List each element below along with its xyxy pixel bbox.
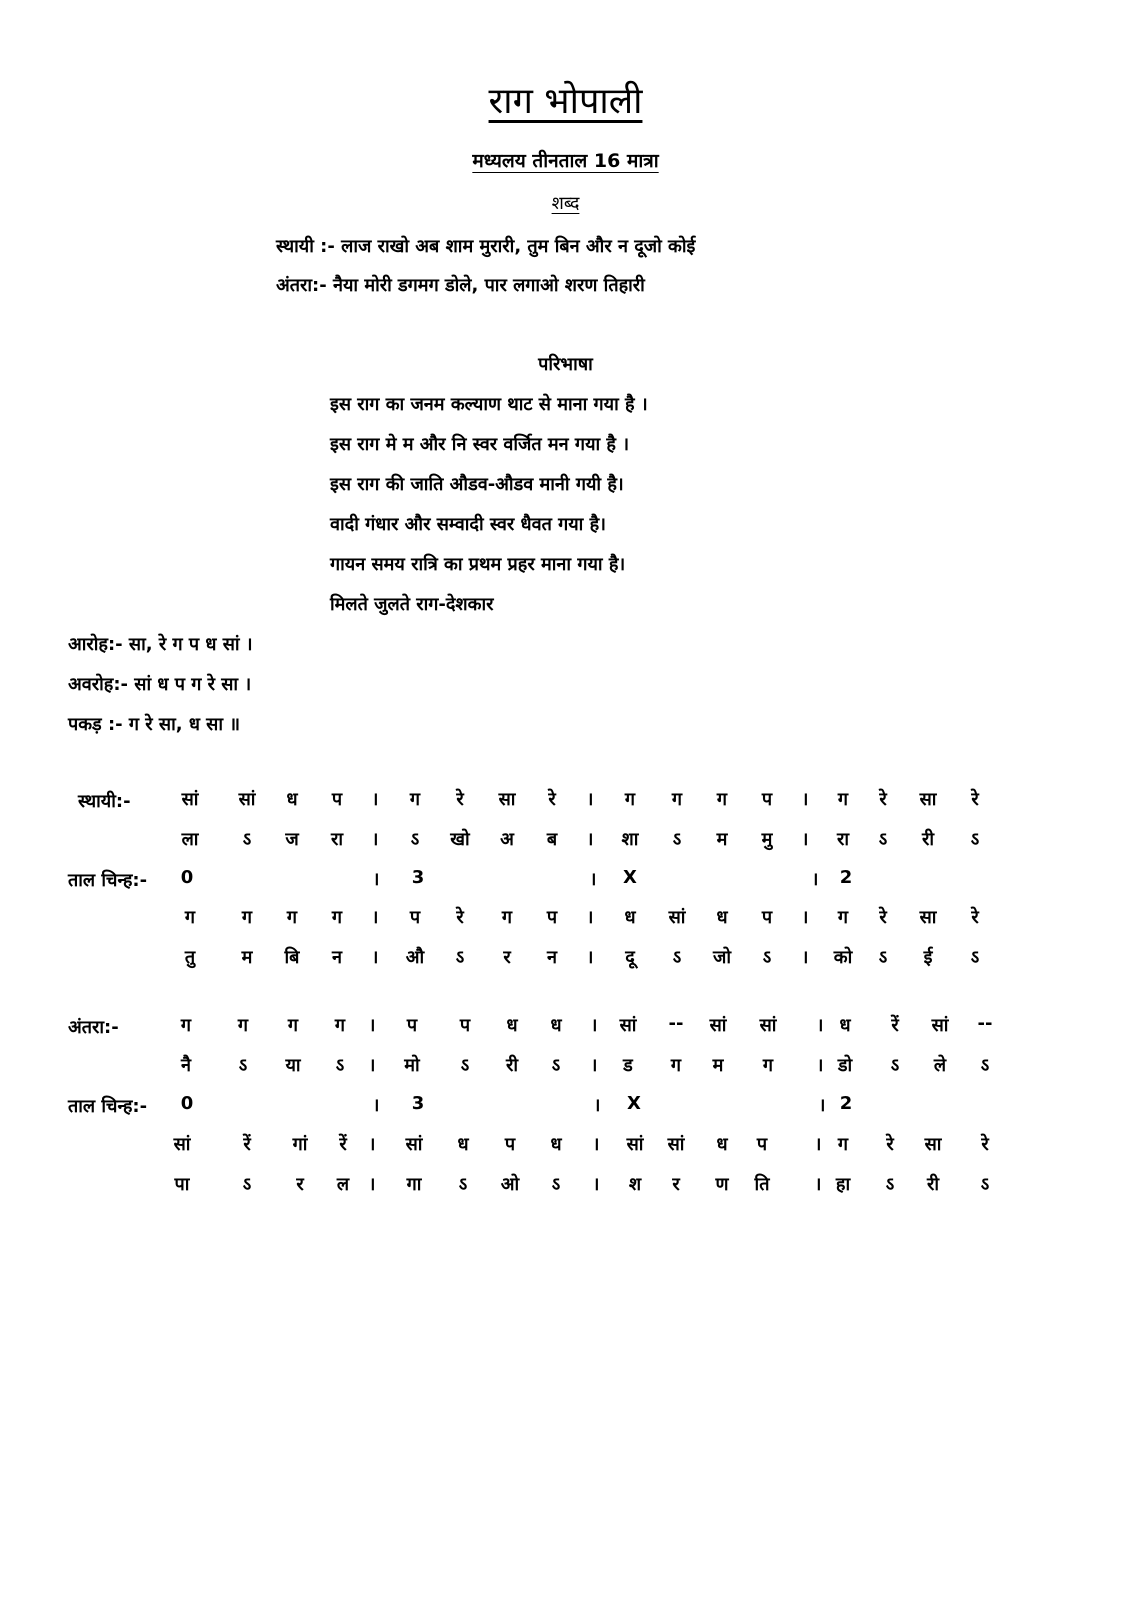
notation-cell: रे [548,789,556,810]
notation-cell: ऽ [890,1055,900,1076]
notation-cell: ग [624,789,636,810]
vibhag-divider: । [593,1095,601,1116]
notation-cell: सां [405,1134,423,1155]
notation-cell: को [833,947,853,968]
notation-cell: ज [285,829,299,850]
notation-row-sthayi-taal [0,867,1131,895]
notation-cell: ति [754,1174,770,1195]
page-title: राग भोपाली [488,81,643,122]
notation-row-sthayi-bol-1 [0,827,1131,855]
notation-cell: ऽ [885,1174,895,1195]
notation-cell: ग [287,1015,299,1036]
definition-line: मिलते जुलते राग-देशकार [330,594,494,615]
notation-cell: पा [174,1174,190,1195]
notation-cell: ध [716,907,728,928]
vibhag-divider: । [818,1095,826,1116]
notation-cell: ऽ [672,947,682,968]
notation-row-sthayi-swar-2 [0,905,1131,933]
notation-cell: ऽ [551,1174,561,1195]
notation-cell: रे [981,1134,989,1155]
notation-cell: ध [716,1134,728,1155]
notation-cell: ऽ [238,1055,248,1076]
notation-cell: ऽ [242,1174,252,1195]
notation-cell: ऽ [970,947,980,968]
notation-cell: मो [404,1055,420,1076]
notation-cell: ग [409,789,421,810]
notation-cell: प [406,1015,418,1036]
notation-cell: ग [837,1134,849,1155]
notation-cell: हा [835,1174,851,1195]
notation-cell: ग [241,907,253,928]
notation-cell: सां [759,1015,777,1036]
notation-cell: बि [284,947,300,968]
notation-cell: ध [624,907,636,928]
vibhag-divider: । [590,1015,598,1036]
vibhag-divider: । [586,907,594,928]
notation-cell: ऽ [980,1174,990,1195]
notation-cell: खो [450,829,470,850]
vibhag-divider: । [372,869,380,890]
notation-cell: सा [498,789,516,810]
shabd-heading: शब्द [551,193,580,214]
notation-cell: न [332,947,342,968]
notation-cell: ले [933,1055,947,1076]
notation-cell: ऽ [878,829,888,850]
notation-sthayi-label: स्थायी:- [78,791,131,812]
notation-cell: ऽ [458,1174,468,1195]
aroh: आरोह:- सा, रे ग प ध सां । [68,634,253,655]
notation-cell: औ [405,947,425,968]
vibhag-divider: । [368,1055,376,1076]
notation-cell: दू [625,947,635,968]
notation-cell: रे [971,789,979,810]
notation-cell: X [623,867,637,888]
notation-cell: ओ [500,1174,520,1195]
notation-cell: ग [671,789,683,810]
notation-cell: रे [886,1134,894,1155]
notation-cell: ड [623,1055,633,1076]
vibhag-divider: । [592,1174,600,1195]
notation-cell: गा [406,1174,422,1195]
notation-cell: सां [238,789,256,810]
notation-cell: ऽ [455,947,465,968]
notation-cell: म [716,829,728,850]
notation-cell: रें [243,1134,251,1155]
notation-cell: रे [971,907,979,928]
notation-cell: प [761,907,773,928]
notation-cell: ध [286,789,298,810]
notation-cell: सा [919,907,937,928]
definition-line: वादी गंधार और सम्वादी स्वर धैवत गया है। [330,514,606,535]
notation-cell: ब [546,829,558,850]
notation-cell: ग [670,1055,682,1076]
notation-cell: रे [879,907,887,928]
notation-cell: ऽ [970,829,980,850]
notation-cell: सां [709,1015,727,1036]
notation-cell: गां [292,1134,308,1155]
notation-cell: 2 [839,867,853,888]
notation-cell: तु [184,947,196,968]
notation-cell: सा [924,1134,942,1155]
notation-cell: रे [879,789,887,810]
lyrics-antara: अंतरा:- नैया मोरी डगमग डोले, पार लगाओ शरण तिहारी [276,275,645,296]
notation-cell: ग [237,1015,249,1036]
notation-cell: र [672,1174,680,1195]
pakad: पकड़ :- ग रे सा, ध सा ॥ [68,714,241,735]
notation-cell: ल [336,1174,350,1195]
notation-cell: प [331,789,343,810]
notation-cell: ण [715,1174,729,1195]
vibhag-divider: । [801,907,809,928]
vibhag-divider: । [586,829,594,850]
notation-cell: सां [619,1015,637,1036]
vibhag-divider: । [816,1015,824,1036]
notation-cell: ऽ [980,1055,990,1076]
vibhag-divider: । [801,947,809,968]
notation-cell: डो [837,1055,853,1076]
vibhag-divider: । [814,1134,822,1155]
vibhag-divider: । [586,789,594,810]
lyrics-sthayi: स्थायी :- लाज राखो अब शाम मुरारी, तुम बिन और न दूजो कोई [276,236,696,257]
notation-cell: रे [456,789,464,810]
notation-cell: मु [761,829,773,850]
notation-cell: श [628,1174,642,1195]
vibhag-divider: । [592,1134,600,1155]
notation-cell: X [627,1093,641,1114]
page-subtitle: मध्यलय तीनताल 16 मात्रा [472,150,659,172]
notation-cell: री [921,829,935,850]
notation-cell: ऽ [242,829,252,850]
notation-cell: प [761,789,773,810]
notation-cell: ऽ [460,1055,470,1076]
notation-cell: रें [891,1015,899,1036]
notation-cell: रा [836,829,850,850]
vibhag-divider: । [589,869,597,890]
notation-cell: म [241,947,253,968]
notation-cell: र [503,947,511,968]
notation-cell: सां [668,907,686,928]
notation-cell: ऽ [410,829,420,850]
notation-cell: ऽ [878,947,888,968]
notation-cell: ऽ [762,947,772,968]
notation-cell: ध [457,1134,469,1155]
notation-cell: 0 [180,1093,194,1114]
vibhag-divider: । [371,907,379,928]
vibhag-divider: । [368,1134,376,1155]
definition-line: गायन समय रात्रि का प्रथम प्रहर माना गया है। [330,554,626,575]
notation-cell: ग [837,789,849,810]
notation-cell: ई [923,947,933,968]
notation-cell: रे [456,907,464,928]
notation-cell: ग [286,907,298,928]
notation-cell: न [547,947,557,968]
notation-cell: 2 [839,1093,853,1114]
notation-cell: प [409,907,421,928]
notation-cell: ग [331,907,343,928]
vibhag-divider: । [371,829,379,850]
notation-cell: नै [181,1055,191,1076]
notation-cell: सां [931,1015,949,1036]
notation-cell: शा [621,829,639,850]
notation-cell: 3 [411,867,425,888]
notation-cell: सां [173,1134,191,1155]
notation-cell: प [546,907,558,928]
notation-row-sthayi-bol-2 [0,945,1131,973]
notation-cell: ऽ [672,829,682,850]
notation-cell: र [296,1174,304,1195]
notation-cell: ध [550,1134,562,1155]
notation-row-antara-bol-2 [0,1172,1131,1200]
notation-cell: ग [762,1055,774,1076]
notation-cell: प [504,1134,516,1155]
vibhag-divider: । [372,1095,380,1116]
definition-line: इस राग मे म और नि स्वर वर्जित मन गया है । [330,434,630,455]
notation-cell: ध [839,1015,851,1036]
notation-cell: री [926,1174,940,1195]
notation-cell: -- [668,1013,684,1034]
notation-row-sthayi-swar-1 [0,787,1131,815]
notation-taal-label: ताल चिन्ह:- [68,1096,148,1117]
notation-cell: 0 [180,867,194,888]
notation-row-antara-swar-2 [0,1132,1131,1160]
vibhag-divider: । [371,789,379,810]
notation-taal-label: ताल चिन्ह:- [68,870,148,891]
notation-cell: रा [330,829,344,850]
vibhag-divider: । [811,869,819,890]
notation-cell: ग [716,789,728,810]
vibhag-divider: । [801,829,809,850]
notation-cell: ग [501,907,513,928]
notation-cell: रें [339,1134,347,1155]
definition-line: इस राग का जनम कल्याण थाट से माना गया है । [330,394,648,415]
notation-row-antara-bol-1 [0,1053,1131,1081]
notation-cell: ग [184,907,196,928]
notation-row-antara-swar-1 [0,1013,1131,1041]
vibhag-divider: । [801,789,809,810]
vibhag-divider: । [814,1174,822,1195]
notation-cell: या [285,1055,301,1076]
notation-antara-label: अंतरा:- [68,1017,119,1038]
notation-cell: -- [977,1013,993,1034]
notation-cell: ध [506,1015,518,1036]
notation-cell: सां [626,1134,644,1155]
vibhag-divider: । [371,947,379,968]
notation-cell: ऽ [551,1055,561,1076]
notation-cell: जो [712,947,732,968]
notation-cell: सा [919,789,937,810]
vibhag-divider: । [816,1055,824,1076]
notation-cell: प [756,1134,768,1155]
definition-line: इस राग की जाति औडव-औडव मानी गयी है। [330,474,624,495]
notation-cell: री [505,1055,519,1076]
notation-cell: सां [181,789,199,810]
notation-cell: ऽ [335,1055,345,1076]
vibhag-divider: । [590,1055,598,1076]
notation-cell: 3 [411,1093,425,1114]
avroh: अवरोह:- सां ध प ग रे सा । [68,674,252,695]
vibhag-divider: । [586,947,594,968]
notation-cell: ग [180,1015,192,1036]
notation-cell: म [712,1055,724,1076]
notation-cell: ग [334,1015,346,1036]
vibhag-divider: । [368,1015,376,1036]
definition-heading: परिभाषा [538,354,593,375]
vibhag-divider: । [368,1174,376,1195]
notation-row-antara-taal [0,1093,1131,1121]
notation-cell: ला [181,829,199,850]
notation-cell: सां [667,1134,685,1155]
notation-cell: ग [837,907,849,928]
notation-cell: अ [500,829,514,850]
notation-cell: ध [550,1015,562,1036]
notation-cell: प [459,1015,471,1036]
